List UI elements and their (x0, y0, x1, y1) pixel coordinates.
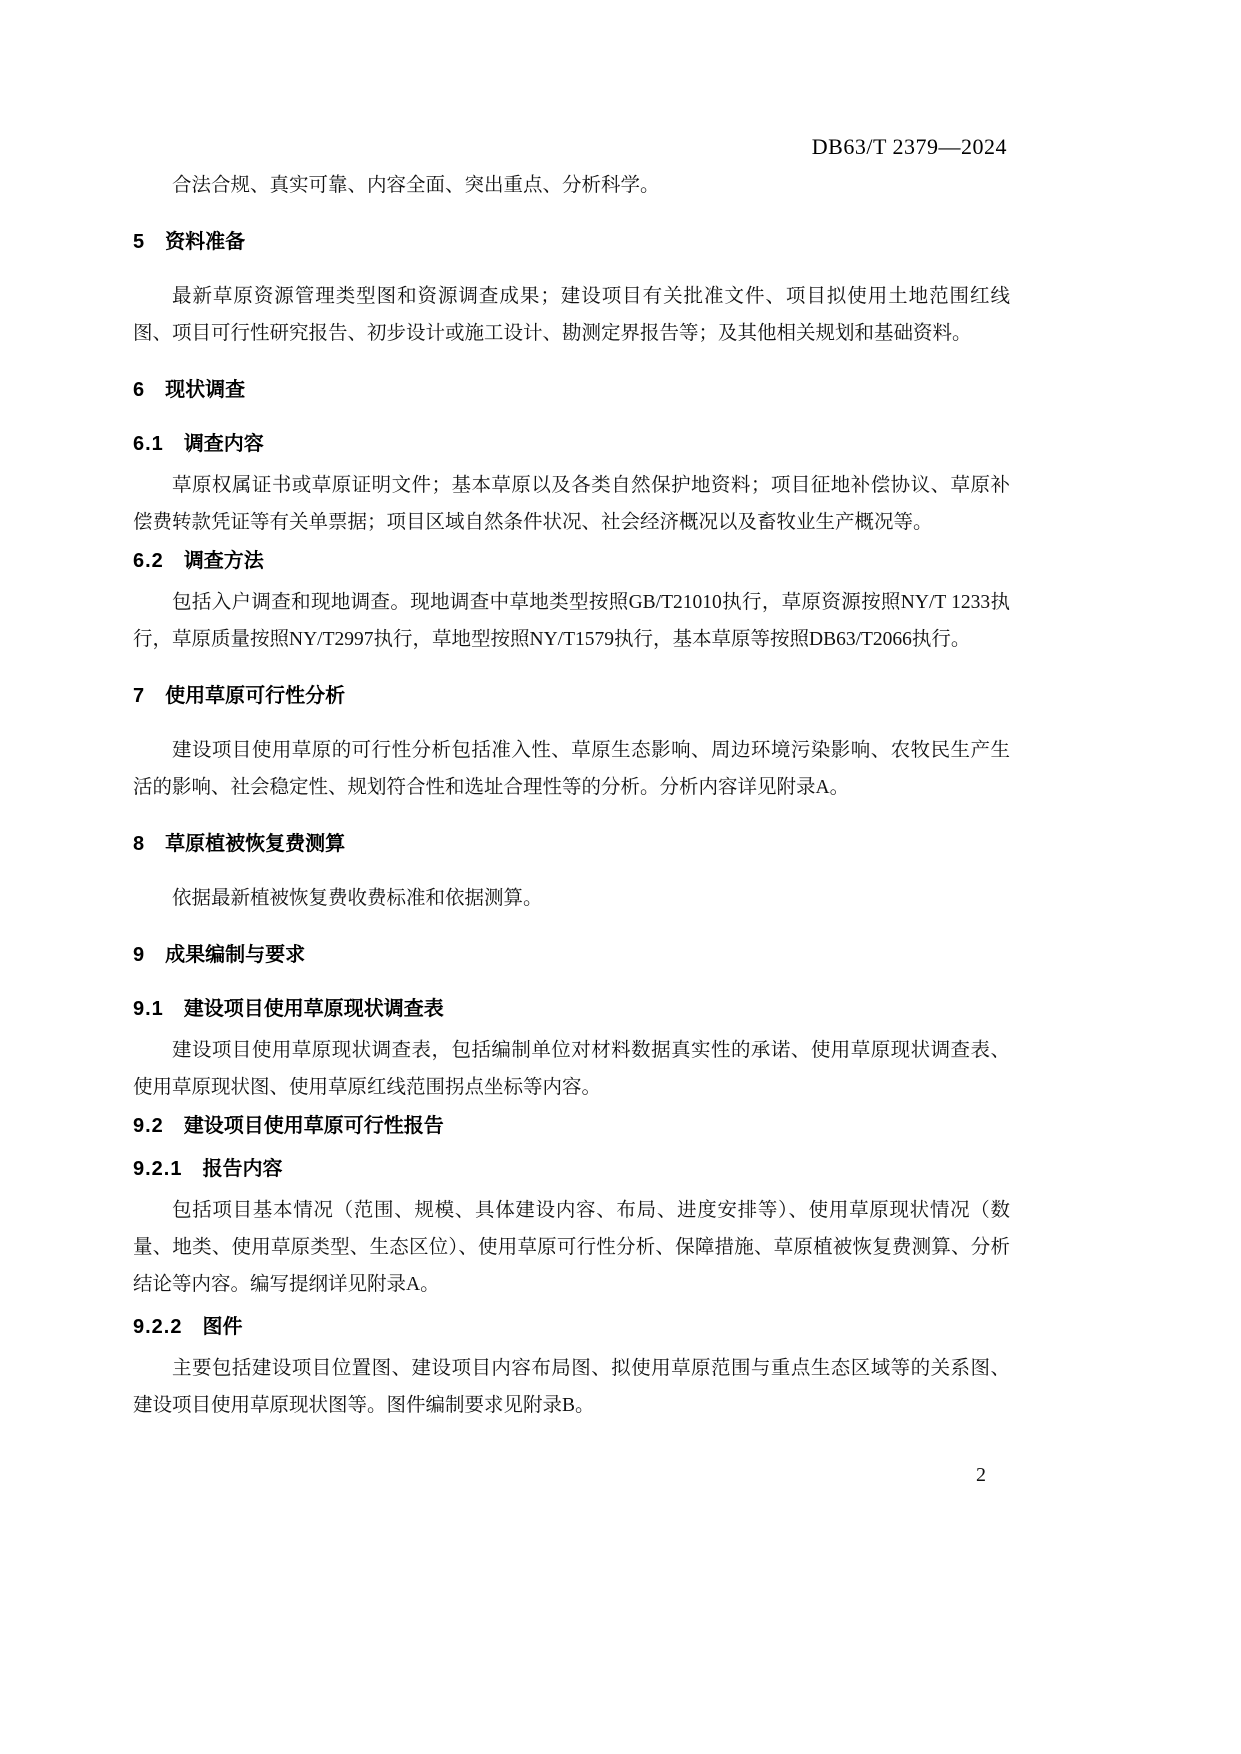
paragraph: 建设项目使用草原的可行性分析包括准入性、草原生态影响、周边环境污染影响、农牧民生产生活的影响、社会稳定性、规划符合性和选址合理性等的分析。分析内容详见附录A。 (133, 740, 1010, 798)
paragraph: 依据最新植被恢复费收费标准和依据测算。 (172, 888, 543, 909)
document-content (133, 167, 1010, 1424)
section-number: 9.1 (133, 998, 164, 1020)
section-number: 8 (133, 833, 146, 855)
section-number: 6 (133, 379, 146, 401)
section-heading (133, 826, 1010, 863)
section-heading (133, 678, 1010, 715)
section-number: 9.2.2 (133, 1316, 183, 1338)
paragraph: 包括项目基本情况（范围、规模、具体建设内容、布局、进度安排等）、使用草原现状情况（数量、地类、使用草原类型、生态区位）、使用草原可行性分析、保障措施、草原植被恢复费测算、分析结论等内容。编写提纲详见附录A。 (133, 1200, 1010, 1295)
section-title: 资料准备 (165, 231, 246, 253)
section-title: 调查方法 (183, 550, 264, 572)
section-number: 7 (133, 685, 146, 707)
section-title: 调查内容 (183, 433, 264, 455)
paragraph: 建设项目使用草原现状调查表，包括编制单位对材料数据真实性的承诺、使用草原现状调查表、使用草原现状图、使用草原红线范围拐点坐标等内容。 (133, 1040, 1010, 1098)
section-title: 图件 (202, 1316, 243, 1338)
paragraph: 主要包括建设项目位置图、建设项目内容布局图、拟使用草原范围与重点生态区域等的关系图、建设项目使用草原现状图等。图件编制要求见附录B。 (133, 1358, 1010, 1416)
paragraph: 最新草原资源管理类型图和资源调查成果；建设项目有关批准文件、项目拟使用土地范围红线图、项目可行性研究报告、初步设计或施工设计、勘测定界报告等；及其他相关规划和基础资料。 (133, 286, 1010, 344)
paragraph: 合法合规、真实可靠、内容全面、突出重点、分析科学。 (172, 175, 660, 196)
section-heading (133, 224, 1010, 261)
paragraph: 包括入户调查和现地调查。现地调查中草地类型按照GB/T21010执行，草原资源按照NY/T 1233执行，草原质量按照NY/T2997执行，草地型按照NY/T1579执行，基本草原等按照DB63/T2066执行。 (133, 592, 1010, 650)
section-number: 6.1 (133, 433, 164, 455)
section-number: 5 (133, 231, 146, 253)
section-heading (133, 426, 1010, 463)
section-heading (133, 372, 1010, 409)
section-title: 现状调查 (165, 379, 246, 401)
section-number: 9.2.1 (133, 1158, 183, 1180)
page-number: 2 (976, 1464, 986, 1486)
section-number: 6.2 (133, 550, 164, 572)
paragraph: 草原权属证书或草原证明文件；基本草原以及各类自然保护地资料；项目征地补偿协议、草原补偿费转款凭证等有关单票据；项目区域自然条件状况、社会经济概况以及畜牧业生产概况等。 (133, 475, 1010, 533)
section-title: 成果编制与要求 (165, 944, 306, 966)
doc-number: DB63/T 2379—2024 (811, 134, 1007, 159)
section-title: 草原植被恢复费测算 (165, 833, 346, 855)
section-title: 报告内容 (202, 1158, 283, 1180)
section-heading (133, 543, 1010, 580)
section-title: 建设项目使用草原可行性报告 (183, 1115, 444, 1137)
section-heading (133, 991, 1010, 1028)
section-heading (133, 1108, 1010, 1145)
section-heading (133, 937, 1010, 974)
section-number: 9.2 (133, 1115, 164, 1137)
section-number: 9 (133, 944, 146, 966)
section-heading (133, 1151, 1010, 1188)
section-title: 建设项目使用草原现状调查表 (183, 998, 444, 1020)
section-heading (133, 1309, 1010, 1346)
section-title: 使用草原可行性分析 (165, 685, 346, 707)
